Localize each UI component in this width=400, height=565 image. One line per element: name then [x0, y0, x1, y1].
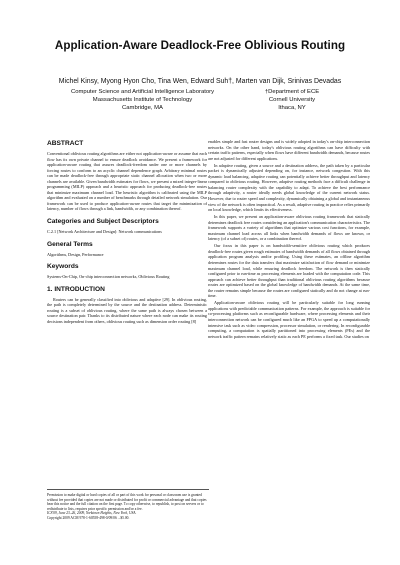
categories-text: C.2.1 [Network Architecture and Design]: Network communications [47, 229, 162, 235]
conference-line: ICS'09, June 23–26, 2009, Yorktown Heights, New York, USA. [47, 511, 137, 516]
keywords-text: Systems-On-Chip, On-chip interconnection networks, Oblivious Routing [47, 274, 170, 280]
left-column [47, 140, 207, 326]
affiliation-line: Cambridge, MA [122, 105, 163, 111]
copyright-line: Copyright 2009 ACM 978-1-60558-498-0/09/06 ...$5.00. [47, 515, 130, 520]
copyright-footnote [47, 489, 209, 521]
general-terms-heading: General Terms [47, 240, 93, 248]
affiliation-line: Computer Science and Artificial Intelligence Laboratory [70, 89, 215, 95]
author-list: Michel Kinsy, Myong Hyon Cho, Tina Wen, Edward Suh†, Marten van Dijk, Srinivas Devadas [58, 78, 342, 85]
introduction-heading: 1. INTRODUCTION [47, 285, 105, 293]
paper-title: Application-Aware Deadlock-Free Oblivious Routing [54, 39, 346, 52]
affiliation-line: †Department of ECE [264, 89, 320, 95]
body-paragraph: enables simple and fast router designs and is widely adopted in today's on-chip interconnection networks. On the other hand, today's oblivious routing algorithms can have difficulty with certain traffic patterns, especially when flows have different bandwidth demands, because routes are not adjusted for different applications. [208, 139, 370, 161]
introduction-text: Routers can be generally classified into oblivious and adaptive [29]. In oblivious routing, the path is completely determined by the source and the destination address. Deterministic routing is a subset of oblivious routing, where the same path is always chosen between a source destination pair. Thanks to its distributed nature where each node can make its routing decisions independent from others, oblivious routing such as dimension order routing [8] [47, 296, 207, 324]
abstract-text: Conventional oblivious routing algorithms are either not application-aware or assume that each flow has its own private channel to ensure deadlock avoidance. We present a framework for application-aware routing that assures deadlock-freedom under one or more channels by forcing routes to conform to an acyclic channel dependence graph. Arbitrary minimal routes can be made deadlock-free through appropriate static channel allocation when two or more channels are available. Given bandwidth estimates for flows, we present a mixed integer-linear programming (MILP) approach and a heuristic approach for producing deadlock-free routes that minimize maximum channel load. The heuristic algorithm is calibrated using the MILP algorithm and evaluated on a number of benchmarks through detailed network simulation. Our framework can be used to produce application-aware routes that target the minimization of latency, number of flows through a link, bandwidth, or any combination thereof. [47, 151, 207, 212]
abstract-heading: ABSTRACT [47, 140, 84, 147]
affiliation-line: Massachusetts Institute of Technology [92, 97, 193, 103]
affiliation-line: Cornell University [268, 97, 316, 103]
keywords-heading: Keywords [47, 263, 79, 271]
categories-heading: Categories and Subject Descriptors [47, 218, 159, 226]
affiliation-cornell [232, 88, 352, 112]
body-paragraph: In adaptive routing, given a source and a destination address, the path taken by a particular packet is dynamically adjusted depending on, for instance, network congestion. With this dynamic load balancing, adaptive routing can potentially achieve better throughput and latency compared to oblivious routing. However, adaptive routing methods face a difficult challenge in balancing router complexity with the capability to adapt. To achieve the best performance through adaptivity, a router ideally needs global knowledge of the current network status. However, due to router speed and complexity, dynamically obtaining a global and instantaneous view of the network is often impractical. As a result, adaptive routing in practice relies primarily on local knowledge, which limits its effectiveness. [208, 162, 370, 213]
affiliation-line: Ithaca, NY [278, 105, 306, 111]
body-paragraph: In this paper, we present an application-aware oblivious routing framework that statically determines deadlock free routes considering an application's communication characteristics. The framework supports a variety of algorithms that optimize various cost functions, for example, maximum channel load across all links when bandwidth demands of flows are known, or latency (of a subset of) routes, or a combination thereof. [208, 214, 370, 242]
permission-notice: Permission to make digital or hard copies of all or part of this work for personal or classroom use is granted without fee provided that copies are not made or distributed for profit or commercial advantage and that copies bear this notice and the full citation on the first page. To copy otherwise, to republish, to post on servers or to redistribute to lists, requires prior specific permission and/or a fee. [47, 493, 207, 511]
general-terms-text: Algorithms, Design, Performance [47, 251, 104, 257]
right-column [208, 139, 370, 341]
affiliation-mit [55, 88, 230, 112]
body-paragraph: Application-aware oblivious routing will be particularly suitable for long running applications with predictable communication patterns. For example, the approach is suitable for co-processing platforms such as reconfigurable hardware, where processing elements and their interconnection network can be configured much like an FPGA to speed up a computationally intensive task such as video compression, processor simulation, or rendering. In reconfigurable computing, a computation is spatially partitioned into processing elements (PEs) and the network traffic pattern remains relatively static as each PE performs a fixed task. Our studies on [208, 300, 370, 339]
body-paragraph: Our focus in this paper is on bandwidth-sensitive oblivious routing which produces deadlock-free routes given rough estimates of bandwidth demands of all flows obtained through application program analysis and/or profiling. Using these estimates, an offline algorithm determines routes for the data transfers that maximize satisfaction of flow demand or minimize maximum channel load, while ensuring deadlock freedom. The network is then statically configured prior to run-time as processing elements are loaded with the computation code. This approach can achieve better throughput than traditional oblivious routing algorithms because routes are optimized based on the global knowledge of bandwidth demands. At the same time, the router remains simple because the routes are configured statically and do not change at run-time. [208, 243, 370, 299]
